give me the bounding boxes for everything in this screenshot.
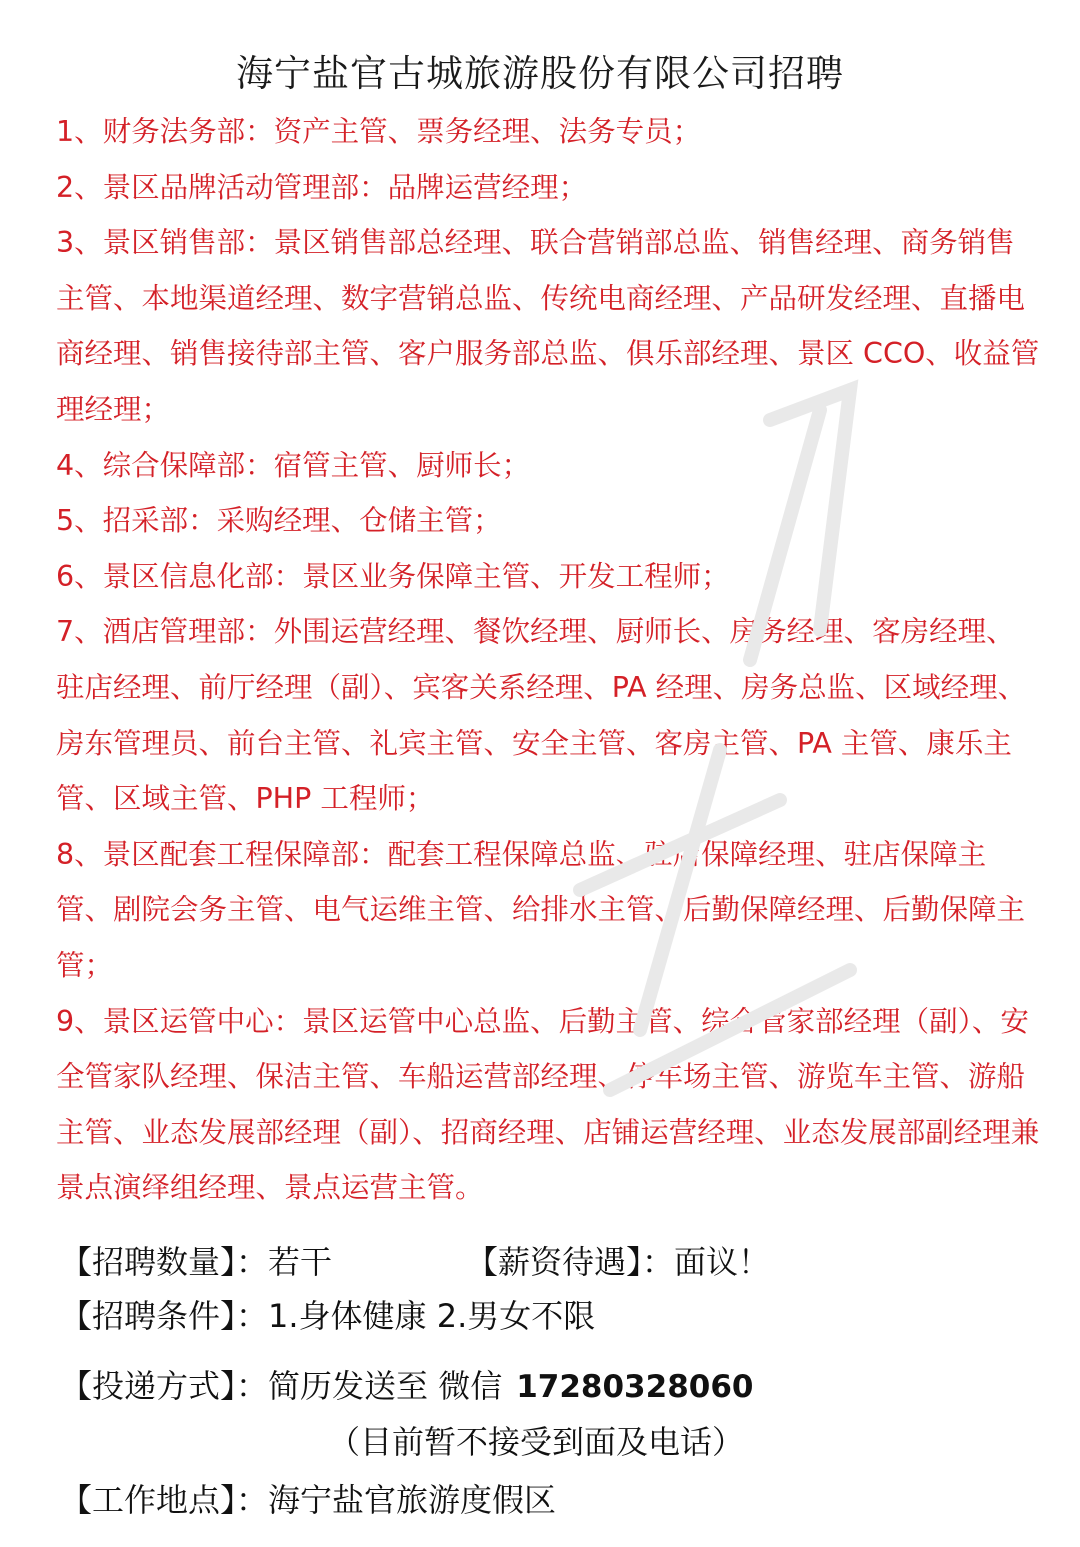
delivery-row (60, 1360, 753, 1412)
conditions-value: 1.身体健康 2.男女不限 (268, 1297, 596, 1335)
list-item: 1、财务法务部：资产主管、票务经理、法务专员； (56, 115, 702, 148)
list-item: 4、综合保障部：宿管主管、厨师长； (56, 448, 531, 482)
position-list (56, 104, 1042, 1216)
page-title: 海宁盐官古城旅游股份有限公司招聘 (236, 52, 844, 95)
conditions-row (60, 1290, 595, 1342)
list-item: 8、景区配套工程保障部：配套工程保障总监、驻店保障经理、驻店保障主管、剧院会务主管、电气运维主管、给排水主管、后勤保障经理、后勤保障主管； (56, 837, 1026, 982)
delivery-label: 【投递方式】： (60, 1367, 269, 1405)
location-row (60, 1474, 556, 1526)
quantity-value: 若干 (268, 1243, 333, 1281)
conditions-label: 【招聘条件】： (60, 1297, 269, 1335)
location-value: 海宁盐官旅游度假区 (268, 1481, 557, 1519)
delivery-value: 简历发送至 微信 (268, 1367, 503, 1405)
list-item: 7、酒店管理部：外围运营经理、餐饮经理、厨师长、房务经理、客房经理、驻店经理、前厅经理（副）、宾客关系经理、PA 经理、房务总监、区域经理、房东管理员、前台主管、礼宾主管、安全主管、客房主管、PA 主管、康乐主管、区域主管、PHP 工程师； (56, 615, 1027, 816)
quantity-row (60, 1236, 771, 1288)
salary-group (466, 1236, 770, 1288)
delivery-note: （目前暂不接受到面及电话） (328, 1423, 745, 1461)
list-item: 5、招采部：采购经理、仓储主管； (56, 504, 502, 538)
quantity-label: 【招聘数量】： (60, 1243, 269, 1281)
salary-value: 面议！ (674, 1243, 771, 1281)
salary-label: 【薪资待遇】： (466, 1243, 675, 1281)
list-item: 9、景区运管中心：景区运管中心总监、后勤主管、综合管家部经理（副）、安全管家队经理、保洁主管、车船运营部经理、停车场主管、游览车主管、游船主管、业态发展部经理（副）、招商经理、店铺运营经理、业态发展部副经理兼景点演绎组经理、景点运营主管。 (56, 1004, 1040, 1205)
list-item: 3、景区销售部：景区销售部总经理、联合营销部总监、销售经理、商务销售主管、本地渠道经理、数字营销总监、传统电商经理、产品研发经理、直播电商经理、销售接待部主管、客户服务部总监、俱乐部经理、景区 CCO、收益管理经理； (56, 226, 1040, 426)
list-item: 6、景区信息化部：景区业务保障主管、开发工程师； (56, 559, 730, 593)
wechat-phone: 17280328060 (516, 1369, 754, 1405)
list-item: 2、景区品牌活动管理部：品牌运营经理； (56, 170, 588, 204)
location-label: 【工作地点】： (60, 1481, 269, 1519)
